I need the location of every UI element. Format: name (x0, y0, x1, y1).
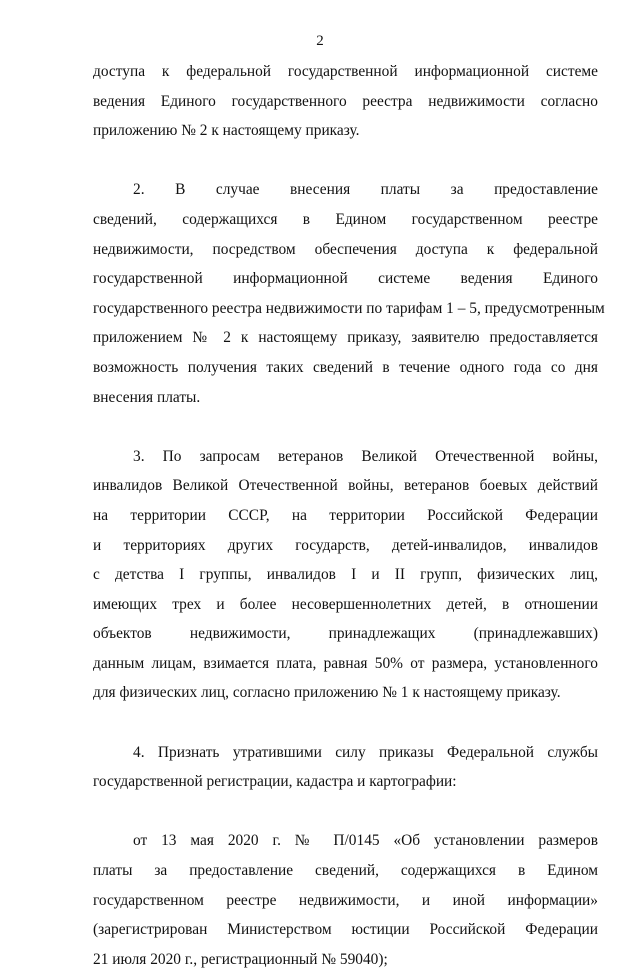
text-line: данным лицам, взимается плата, равная 50% от размера, установленного (93, 654, 598, 672)
text-line: 21 июля 2020 г., регистрационный № 59040); (93, 950, 388, 968)
text-line: государственном реестре недвижимости, и иной информации» (93, 891, 598, 909)
paragraph-gap (93, 146, 598, 176)
text-line: 4. Признать утратившими силу приказы Федеральной службы (133, 743, 598, 761)
paragraph-gap (93, 412, 598, 442)
text-line: приложению № 2 к настоящему приказу. (93, 122, 360, 140)
text-line: от 13 мая 2020 г. № П/0145 «Об установлении размеров (133, 832, 598, 850)
text-line: ведения Единого государственного реестра недвижимости согласно (93, 92, 598, 110)
text-line: сведений, содержащихся в Едином государственном реестре (93, 210, 598, 228)
document-body (93, 57, 605, 974)
text-line: государственной информационной системе ведения Единого (93, 270, 598, 288)
text-line: доступа к федеральной государственной информационной системе (93, 63, 598, 80)
text-line: приложением № 2 к настоящему приказу, заявителю предоставляется (93, 329, 598, 347)
text-line: имеющих трех и более несовершеннолетних детей, в отношении (93, 595, 598, 613)
text-line: государственного реестра недвижимости по тарифам 1 – 5, предусмотренным (93, 299, 605, 317)
text-line: с детства I группы, инвалидов I и II групп, физических лиц, (93, 566, 598, 584)
text-line: для физических лиц, согласно приложению № 1 к настоящему приказу. (93, 684, 561, 702)
text-line: и территориях других государств, детей-инвалидов, инвалидов (93, 536, 598, 554)
text-line: недвижимости, посредством обеспечения доступа к федеральной (93, 240, 598, 258)
text-line: внесения платы. (93, 388, 201, 406)
text-line: платы за предоставление сведений, содержащихся в Едином (93, 862, 598, 880)
text-line: (зарегистрирован Министерством юстиции Российской Федерации (93, 921, 598, 939)
paragraph-gap (93, 797, 598, 827)
paragraph-gap (93, 708, 598, 738)
page-number: 2 (316, 33, 324, 49)
text-line: государственной регистрации, кадастра и картографии: (93, 773, 457, 791)
text-line: 2. В случае внесения платы за предоставление (133, 181, 598, 199)
text-line: объектов недвижимости, принадлежащих (принадлежавших) (93, 625, 598, 643)
text-line: возможность получения таких сведений в течение одного года со дня (93, 358, 598, 376)
text-line: инвалидов Великой Отечественной войны, ветеранов боевых действий (93, 477, 598, 495)
text-line: на территории СССР, на территории Российской Федерации (93, 506, 598, 524)
text-line: 3. По запросам ветеранов Великой Отечественной войны, (133, 447, 598, 465)
